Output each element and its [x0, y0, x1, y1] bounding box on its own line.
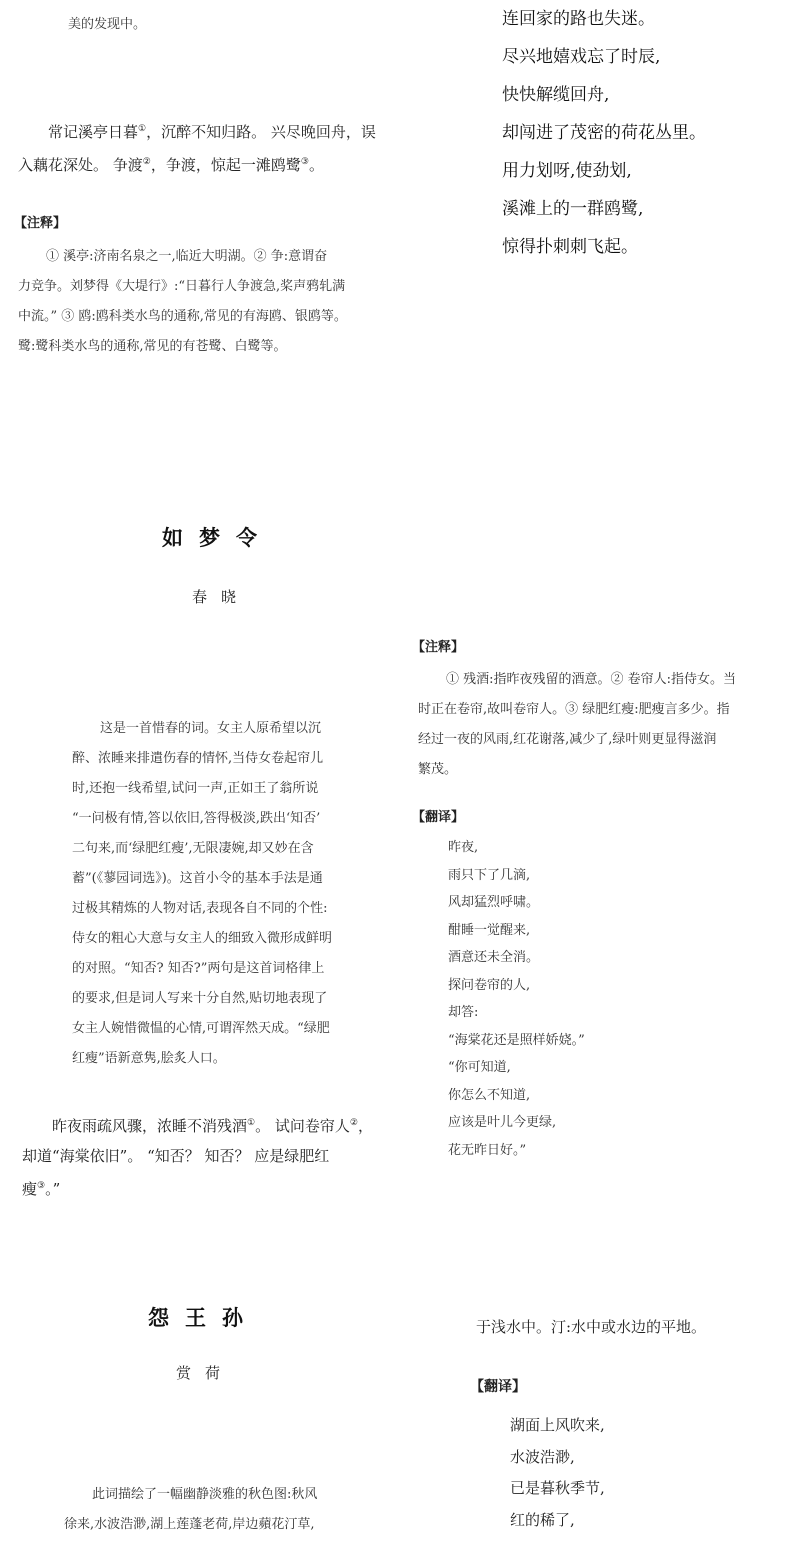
commentary-line: 侍女的粗心大意与女主人的细致入微形成鲜明	[72, 931, 333, 946]
commentary-3	[64, 1480, 317, 1540]
translation-line: 你怎么不知道,	[448, 1087, 531, 1103]
note-line: 经过一夜的风雨,红花谢落,减少了,绿叶则更显得滋润	[418, 732, 717, 747]
poem-title-3: 怨王孙	[148, 1305, 259, 1330]
commentary-line: 过极其精炼的人物对话,表现各自不同的个性:	[72, 901, 328, 916]
translation-line: 尽兴地嬉戏忘了时辰,	[502, 47, 661, 67]
translation-line: 惊得扑刺刺飞起。	[502, 237, 638, 257]
translation-line: 用力划呀,使劲划,	[502, 161, 632, 181]
poem-line: 昨夜雨疏风骤，浓睡不消残酒①。 试问卷帘人②，	[52, 1117, 373, 1135]
notes-body-2	[418, 665, 736, 785]
note-line: ① 溪亭:济南名泉之一,临近大明湖。② 争:意谓奋	[46, 249, 328, 264]
translation-line: “你可知道,	[448, 1060, 511, 1075]
translation-line: 酒意还未全消。	[448, 950, 540, 965]
prev-commentary-tail	[68, 10, 146, 40]
note-line: 时正在卷帘,故叫卷帘人。③ 绿肥红瘦:肥瘦言多少。指	[418, 702, 730, 717]
poem-subtitle-3: 赏荷	[176, 1364, 235, 1382]
commentary-line: 的对照。“知否? 知否?”两句是这首词格律上	[72, 961, 325, 976]
commentary-line: 这是一首惜春的词。女主人原希望以沉	[100, 721, 322, 736]
poem-line: 瘦③。”	[22, 1180, 61, 1198]
commentary-line: 时,还抱一线希望,试问一声,正如王了翁所说	[72, 781, 319, 796]
note-marker: ①	[138, 124, 147, 134]
note-marker: ②	[142, 157, 151, 167]
commentary-line: 的要求,但是词人写来十分自然,贴切地表现了	[72, 991, 328, 1006]
translation-line: 红的稀了,	[510, 1510, 575, 1529]
notes-body-1	[18, 242, 347, 362]
note-marker: ③	[37, 1181, 46, 1191]
translation-line: 应该是叶儿今更绿,	[448, 1115, 557, 1130]
poem-line: 却道“海棠依旧”。 “知否？ 知否？ 应是绿肥红	[22, 1147, 330, 1165]
commentary-line: 二句来,而‘绿肥红瘦’,无限凄婉,却又妙在含	[72, 841, 314, 856]
translation-line: 快快解缆回舟,	[502, 85, 610, 105]
translation-heading-3: 【翻译】	[470, 1379, 526, 1395]
commentary-line: 醉、浓睡来排遣伤春的情怀,当侍女卷起帘儿	[72, 751, 324, 766]
commentary-line: “一问极有情,答以依旧,答得极淡,跌出‘知否’	[72, 811, 321, 826]
note-marker: ③	[300, 157, 309, 167]
note-line: 力竞争。刘梦得《大堤行》:“日暮行人争渡急,桨声鸦轧满	[18, 279, 346, 294]
poem-title-2: 如梦令	[162, 525, 273, 550]
translation-3	[510, 1410, 605, 1536]
note-line: 中流。” ③ 鸥:鸥科类水鸟的通称,常见的有海鸥、银鸥等。	[18, 309, 347, 324]
poem-text-1	[18, 114, 376, 180]
notes-heading-1: 【注释】	[14, 216, 67, 231]
translation-line: 已是暮秋季节,	[510, 1479, 605, 1497]
note-marker: ②	[349, 1118, 358, 1128]
poem-line: 常记溪亭日暮①，沉醉不知归路。 兴尽晚回舟，误	[48, 123, 376, 141]
translation-line: 酣睡一觉醒来,	[448, 922, 531, 938]
translation-line: “海棠花还是照样娇娆。”	[448, 1032, 585, 1048]
commentary-2	[72, 714, 332, 1074]
commentary-line: 美的发现中。	[68, 17, 147, 32]
translation-line: 连回家的路也失迷。	[502, 9, 655, 29]
commentary-line: 徐来,水波浩渺,湖上莲蓬老荷,岸边蘋花汀草,	[64, 1517, 315, 1532]
note-line: 繁茂。	[418, 762, 458, 777]
note-line: 鹭:鹭科类水鸟的通称,常见的有苍鹭、白鹭等。	[18, 339, 287, 354]
note-marker: ①	[247, 1118, 256, 1128]
commentary-line: 女主人婉惜微愠的心情,可谓浑然天成。“绿肥	[72, 1021, 330, 1036]
poem-subtitle-2: 春晓	[192, 588, 251, 606]
translation-line: 昨夜,	[448, 840, 479, 855]
notes-heading-2: 【注释】	[412, 640, 465, 655]
commentary-line: 蓄”(《蓼园词选》)。这首小令的基本手法是通	[72, 871, 323, 886]
translation-line: 风却猛烈呼啸。	[448, 895, 540, 910]
commentary-line: 红瘦”语新意隽,脍炙人口。	[72, 1051, 226, 1066]
translation-1	[502, 0, 706, 266]
translation-line: 花无昨日好。”	[448, 1142, 527, 1158]
translation-line: 却答:	[448, 1005, 479, 1020]
translation-line: 水波浩渺,	[510, 1447, 575, 1466]
translation-line: 溪滩上的一群鸥鹭,	[502, 199, 644, 219]
translation-line: 湖面上风吹来,	[510, 1416, 605, 1434]
commentary-line: 此词描绘了一幅幽静淡雅的秋色图:秋风	[92, 1487, 318, 1502]
translation-line: 探问卷帘的人,	[448, 977, 531, 993]
notes-tail-3: 于浅水中。汀:水中或水边的平地。	[476, 1318, 707, 1336]
translation-2	[448, 834, 585, 1164]
translation-line: 雨只下了几滴,	[448, 867, 531, 883]
poem-text-2	[22, 1108, 373, 1204]
translation-heading-2: 【翻译】	[412, 810, 465, 825]
note-line: ① 残酒:指昨夜残留的酒意。② 卷帘人:指侍女。当	[446, 672, 737, 687]
translation-line: 却闯进了茂密的荷花丛里。	[502, 123, 706, 143]
poem-line: 入藕花深处。 争渡②，争渡，惊起一滩鸥鹭③。	[18, 156, 324, 174]
